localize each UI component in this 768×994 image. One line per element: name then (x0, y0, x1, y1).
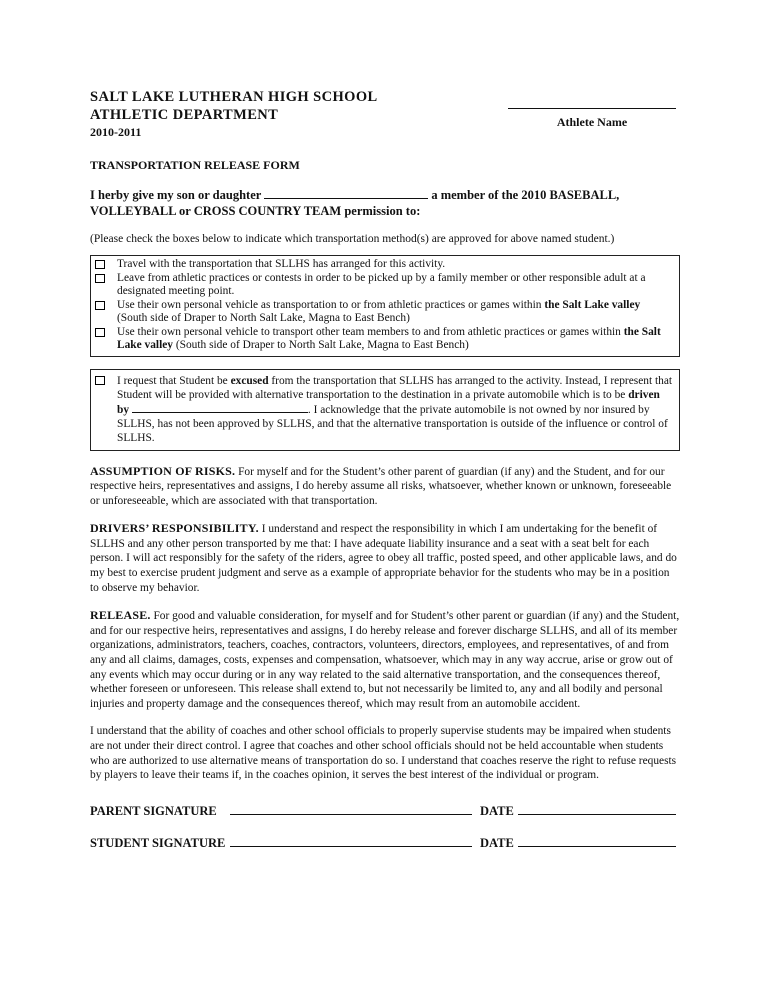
athlete-name-field[interactable] (508, 92, 676, 109)
option-text-bold: the Salt Lake valley (117, 325, 661, 351)
header (90, 88, 680, 140)
option-own-vehicle (94, 299, 673, 326)
student-signature-field[interactable] (230, 835, 472, 847)
school-name: SALT LAKE LUTHERAN HIGH SCHOOL (90, 89, 378, 105)
intro-part3: VOLLEYBALL or CROSS COUNTRY TEAM permission to: (90, 204, 421, 218)
assumption-of-risks (90, 464, 680, 509)
student-name-field[interactable] (264, 188, 428, 199)
excuse-text-bold: excused (230, 374, 269, 387)
drivers-text: I understand and respect the responsibility in which I am undertaking for the benefit of SLLHS and any other person transported by me that: I have adequate liability insurance and a seat with a seat belt for each person. I will act responsibly for the safety of the riders, agree to obey all traffic, posted speed, and other applicable laws, and do my best to exercise prudent judgment and serve as a example of appropriate behavior for the students who may be in a position to observe my behavior. (90, 523, 677, 594)
option-text (117, 299, 673, 326)
release-form-page (90, 88, 680, 851)
option-text-part: Use their own personal vehicle to transport other team members to and from athletic practices or games within (117, 325, 624, 338)
excuse-text-part: I acknowledge that the private automobile is not owned by nor insured by SLLHS, has not been approved by SLLHS, and that the alternative transportation is outside of the influence or control of SLLHS. (117, 403, 668, 445)
option-text-bold: the Salt Lake valley (544, 298, 641, 311)
checkbox-icon[interactable] (95, 328, 105, 337)
option-text: Travel with the transportation that SLLHS has arranged for this activity. (117, 258, 446, 270)
drivers-heading: DRIVERS’ RESPONSIBILITY. (90, 521, 259, 536)
option-text-part: (South side of Draper to North Salt Lake, Magna to East Bench) (117, 312, 410, 324)
understanding-paragraph: I understand that the ability of coaches and other school officials to properly supervise students may be impaired when students are not under their direct control. I agree that coaches and other school officials should not be held accountable when students who are authorized to use alternative means of transportation do so. I understand that coaches reserve the right to refuse requests by players to leave their teams if, in the coaches opinion, it serves the best interest of the individual or program. (90, 725, 677, 782)
option-text-part: Use their own personal vehicle as transportation to or from athletic practices or games within (117, 298, 545, 311)
department-name: ATHLETIC DEPARTMENT (90, 107, 279, 123)
assumption-text: For myself and for the Student’s other parent of guardian (if any) and the Student, and for our respective heirs, representatives and assigns, I do hereby assume all risks, whatsoever, whether known or unknown, foreseeable or unforeseeable, which are associated with that transportation. (90, 465, 672, 507)
release-heading: RELEASE. (90, 608, 151, 623)
driver-name-field[interactable] (132, 402, 308, 413)
student-signature-label: STUDENT SIGNATURE (90, 835, 226, 850)
option-pickup (94, 272, 673, 299)
parent-date-field[interactable] (518, 803, 676, 815)
intro-part2: a member of the 2010 BASEBALL, (431, 188, 620, 202)
excuse-text-bold: driven by (117, 388, 660, 416)
excuse-text: I request that Student be excused from the transportation that SLLHS has arranged to the activity. Instead, I represent that Student will be provided with alternative transportation to the destination in a private automobile which is to be driven by . I acknowledge that the private automobile is not owned by nor insured by SLLHS, has not been approved by SLLHS, and that the alternative transportation is outside of the influence or control of SLLHS. (117, 374, 673, 445)
option-arranged-transport (94, 258, 673, 272)
excuse-text-part: from the transportation that SLLHS has arranged to the activity. Instead, I represent that Student will be provided with alternative transportation to the destination in a private automobile which is to be (117, 374, 673, 401)
parent-signature-row (90, 803, 680, 819)
parent-signature-field[interactable] (230, 803, 472, 815)
instructions: (Please check the boxes below to indicate which transportation method(s) are approved for above named student.) (90, 233, 615, 245)
release-text: For good and valuable consideration, for myself and for Student’s other parent or guardian (if any) and the Student, and for our respective heirs, representatives and assigns, I do hereby release and forever discharge SLLHS, and all of its member organizations, administrators, teachers, coaches, contractors, volunteers, directors, employees, and representatives, of and from any and all claims, damages, costs, expenses and compensation, whatsoever, which may in any way accrue, arise or grow out of any events which may occur during or in any way related to the said alternative transportation, and the consequences thereof, whether foreseen or unforeseen. This release shall extend to, but not necessarily be limited to, any and all bodily and personal injuries and property damage and the consequences thereof, which may result from an automobile accident. (90, 610, 680, 710)
assumption-heading: ASSUMPTION OF RISKS. (90, 463, 236, 478)
option-text-part: (South side of Draper to North Salt Lake, Magna to East Bench) (173, 339, 469, 351)
checkbox-icon[interactable] (95, 301, 105, 310)
intro-part1: I herby give my son or daughter (90, 188, 262, 202)
checkbox-icon[interactable] (95, 274, 105, 283)
date-label: DATE (480, 835, 514, 850)
date-label: DATE (480, 803, 514, 818)
option-transport-teammates (94, 326, 673, 353)
drivers-responsibility (90, 521, 680, 595)
athlete-name-label: Athlete Name (556, 115, 628, 129)
excuse-text-part: I request that Student be (117, 374, 231, 387)
checkbox-icon[interactable] (95, 376, 105, 385)
school-year: 2010-2011 (90, 125, 142, 139)
school-heading (90, 88, 378, 140)
transport-options-box (90, 255, 680, 357)
option-text: Leave from athletic practices or contests in order to be picked up by a family member or other responsible adult at a designated meeting point. (117, 271, 646, 297)
student-signature-row (90, 835, 680, 851)
release-section (90, 608, 680, 711)
athlete-name-block (508, 92, 676, 130)
option-text (117, 326, 673, 353)
permission-statement (90, 187, 680, 219)
parent-signature-label: PARENT SIGNATURE (90, 803, 217, 818)
excuse-box (90, 369, 680, 451)
checkbox-icon[interactable] (95, 260, 105, 269)
form-title: TRANSPORTATION RELEASE FORM (90, 158, 300, 172)
option-excused (94, 374, 673, 446)
student-date-field[interactable] (518, 835, 676, 847)
